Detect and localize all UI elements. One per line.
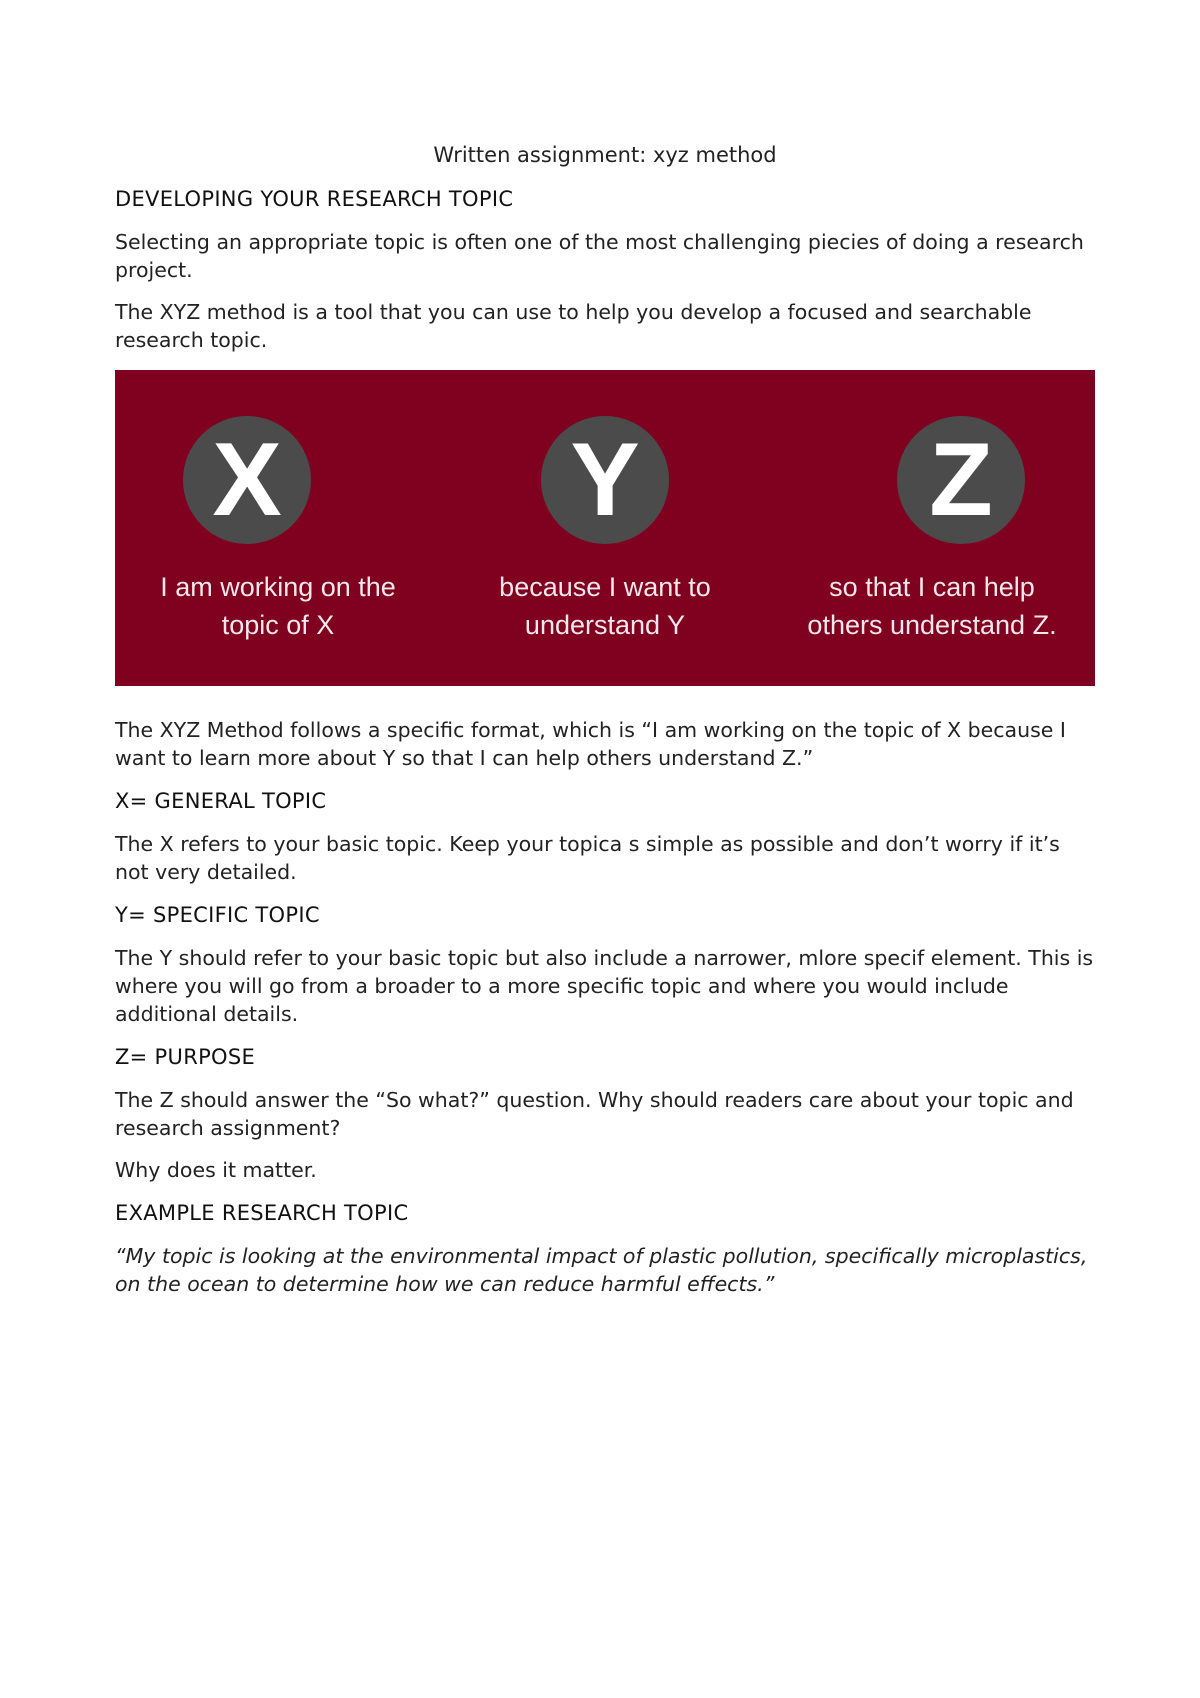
y-caption (442, 568, 768, 644)
z-letter: Z (929, 422, 993, 538)
x-caption-line-2: topic of X (221, 610, 335, 640)
z-letter-circle (897, 416, 1025, 544)
intro-paragraph-2: The XYZ method is a tool that you can use to help you develop a focused and searchable research topic. (115, 300, 1032, 352)
z-caption-line-2: others understand Z. (807, 610, 1057, 640)
banner-column-z (769, 370, 1095, 686)
xyz-banner-image (115, 370, 1095, 686)
x-letter-circle (183, 416, 311, 544)
z-paragraph-1: The Z should answer the “So what?” question. Why should readers care about your topic and research assignment? (115, 1088, 1074, 1140)
section-heading-example: EXAMPLE RESEARCH TOPIC (115, 1201, 409, 1225)
section-heading-x: X= GENERAL TOPIC (115, 789, 327, 813)
example-quote: “My topic is looking at the environmental impact of plastic pollution, specifically microplastics, on the ocean to determine how we can reduce harmful effects.” (115, 1244, 1088, 1296)
x-letter: X (212, 422, 282, 538)
y-letter: Y (570, 422, 640, 538)
section-heading-z: Z= PURPOSE (115, 1045, 256, 1069)
y-caption-line-2: understand Y (524, 610, 686, 640)
y-letter-circle (541, 416, 669, 544)
document-title: Written assignment: xyz method (433, 143, 777, 167)
x-caption (115, 568, 441, 644)
banner-column-x (115, 370, 441, 686)
y-paragraph: The Y should refer to your basic topic but also include a narrower, mlore specif element. This is where you will go from a broader to a more specific topic and where you would include additional details. (115, 946, 1094, 1026)
y-caption-line-1: because I want to (499, 572, 711, 602)
format-paragraph: The XYZ Method follows a specific format, which is “I am working on the topic of X because I want to learn more about Y so that I can help others understand Z.” (115, 718, 1066, 770)
document-body (115, 140, 1095, 1312)
z-caption (769, 568, 1095, 644)
banner-column-y (442, 370, 768, 686)
z-paragraph-2: Why does it matter. (115, 1158, 317, 1182)
section-heading-y: Y= SPECIFIC TOPIC (115, 903, 320, 927)
z-caption-line-1: so that I can help (829, 572, 1035, 602)
x-caption-line-1: I am working on the (160, 572, 396, 602)
intro-paragraph-1: Selecting an appropriate topic is often one of the most challenging piecies of doing a research project. (115, 230, 1084, 282)
x-paragraph: The X refers to your basic topic. Keep your topica s simple as possible and don’t worry if it’s not very detailed. (115, 832, 1060, 884)
section-heading-intro: DEVELOPING YOUR RESEARCH TOPIC (115, 187, 514, 211)
